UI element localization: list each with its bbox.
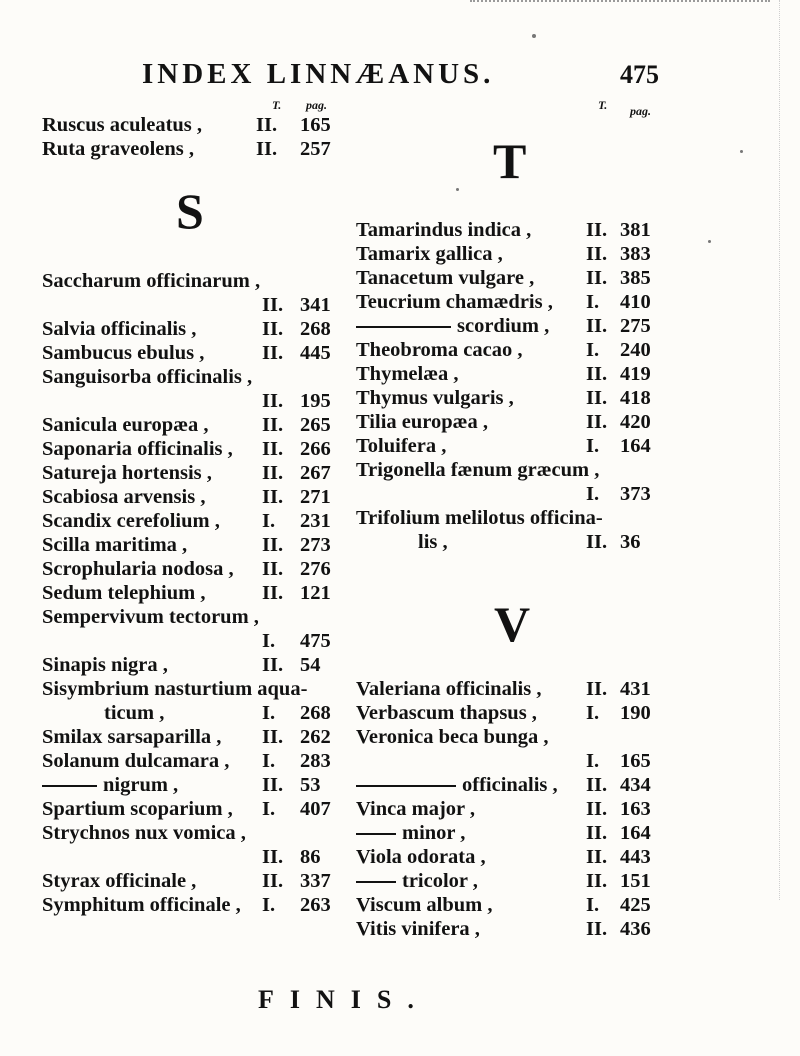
entry-volume: II. <box>262 582 284 604</box>
entry-name-text: Scabiosa arvensis , <box>42 486 206 508</box>
entry-volume: I. <box>262 510 276 532</box>
index-entry <box>356 869 666 893</box>
entry-page: 164 <box>620 822 651 844</box>
right-t-entries <box>356 218 666 554</box>
entry-page: 425 <box>620 894 651 916</box>
entry-name <box>42 137 194 161</box>
index-entry <box>42 269 342 293</box>
index-entry <box>42 605 342 629</box>
left-top-entries <box>42 113 342 161</box>
ditto-dash <box>356 785 456 787</box>
entry-volume: II. <box>262 726 284 748</box>
entry-page: 445 <box>300 342 331 364</box>
entry-page: 410 <box>620 291 651 313</box>
entry-page: 407 <box>300 798 331 820</box>
entry-name-text: Sanicula europæa , <box>42 414 209 436</box>
entry-volume: I. <box>262 894 276 916</box>
index-entry <box>42 317 342 341</box>
index-entry <box>42 137 342 161</box>
entry-page: 54 <box>300 654 321 676</box>
index-entry <box>42 797 342 821</box>
entry-name-text: Ruta graveolens , <box>42 138 195 160</box>
index-entry <box>356 506 666 530</box>
entry-page: 53 <box>300 774 321 796</box>
entry-name <box>356 893 493 917</box>
entry-page: 436 <box>620 918 651 940</box>
index-entry <box>356 893 666 917</box>
entry-name <box>356 845 486 869</box>
entry-name <box>42 557 234 581</box>
entry-name <box>42 749 229 773</box>
entry-volume: II. <box>262 534 284 556</box>
entry-volume: II. <box>586 531 608 553</box>
index-entry <box>356 338 666 362</box>
index-entry <box>42 293 342 317</box>
entry-name-text: tricolor , <box>402 870 478 892</box>
entry-page: 257 <box>300 138 331 160</box>
entry-name <box>42 365 252 389</box>
entry-volume: II. <box>262 870 284 892</box>
entry-volume: I. <box>586 483 600 505</box>
entry-name <box>356 506 603 530</box>
entry-page: 273 <box>300 534 331 556</box>
index-entry <box>42 677 342 701</box>
entry-volume: II. <box>262 486 284 508</box>
section-letter-v: V <box>494 596 531 652</box>
entry-name-text: Salvia officinalis , <box>42 318 197 340</box>
entry-name <box>42 269 260 293</box>
index-entry <box>356 725 666 749</box>
index-entry <box>356 362 666 386</box>
entry-name-text: Sisymbrium nasturtium aqua- <box>42 678 308 700</box>
entry-page: 190 <box>620 702 651 724</box>
index-entry <box>356 458 666 482</box>
index-entry <box>356 773 666 797</box>
entry-name <box>356 410 488 434</box>
entry-name-text: Viola odorata , <box>356 846 486 868</box>
entry-name-text: Sempervivum tectorum , <box>42 606 259 628</box>
entry-page: 267 <box>300 462 331 484</box>
left-page-header: pag. <box>306 98 327 112</box>
index-entry <box>356 314 666 338</box>
entry-name <box>356 773 558 797</box>
entry-name-text: ticum , <box>104 702 165 724</box>
entry-name-text: Satureja hortensis , <box>42 462 212 484</box>
entry-name <box>356 242 503 266</box>
index-entry <box>356 482 666 506</box>
entry-page: 86 <box>300 846 321 868</box>
index-entry <box>42 557 342 581</box>
entry-page: 36 <box>620 531 641 553</box>
entry-name <box>42 869 196 893</box>
entry-volume: II. <box>586 411 608 433</box>
index-entry <box>356 845 666 869</box>
entry-volume: II. <box>262 654 284 676</box>
entry-volume: I. <box>262 630 276 652</box>
index-entry <box>42 749 342 773</box>
entry-name-text: scordium , <box>457 315 550 337</box>
entry-volume: II. <box>262 390 284 412</box>
entry-volume: II. <box>262 438 284 460</box>
index-entry <box>356 749 666 773</box>
entry-name <box>356 290 553 314</box>
entry-page: 195 <box>300 390 331 412</box>
entry-name-text: nigrum , <box>103 774 179 796</box>
entry-volume: II. <box>586 846 608 868</box>
entry-name <box>42 485 205 509</box>
entry-volume: I. <box>586 435 600 457</box>
entry-name-text: Solanum dulcamara , <box>42 750 230 772</box>
entry-name-text: Sanguisorba officinalis , <box>42 366 253 388</box>
entry-name <box>104 701 164 725</box>
entry-name-text: Verbascum thapsus , <box>356 702 537 724</box>
entry-name-text: Scilla maritima , <box>42 534 188 556</box>
index-entry <box>356 218 666 242</box>
index-entry <box>356 917 666 941</box>
entry-page: 431 <box>620 678 651 700</box>
entry-name-text: Trifolium melilotus officina- <box>356 507 603 529</box>
entry-name <box>418 530 448 554</box>
entry-volume: II. <box>262 414 284 436</box>
entry-name-text: Teucrium chamædris , <box>356 291 553 313</box>
index-entry <box>42 701 342 725</box>
entry-name <box>356 917 480 941</box>
entry-volume: II. <box>262 342 284 364</box>
index-entry <box>42 773 342 797</box>
index-entry <box>356 386 666 410</box>
entry-name-text: Valeriana officinalis , <box>356 678 542 700</box>
entry-page: 276 <box>300 558 331 580</box>
section-letter-t: T <box>493 133 527 189</box>
index-entry <box>356 434 666 458</box>
ditto-dash <box>356 833 396 835</box>
index-entry <box>42 413 342 437</box>
entry-volume: II. <box>256 114 278 136</box>
entry-page: 419 <box>620 363 651 385</box>
entry-name <box>356 218 531 242</box>
entry-page: 265 <box>300 414 331 436</box>
index-entry <box>42 509 342 533</box>
ditto-dash <box>42 785 97 787</box>
index-entry <box>42 389 342 413</box>
entry-name-text: Saponaria officinalis , <box>42 438 233 460</box>
entry-page: 268 <box>300 318 331 340</box>
entry-page: 164 <box>620 435 651 457</box>
entry-volume: II. <box>262 462 284 484</box>
entry-page: 165 <box>620 750 651 772</box>
entry-page: 475 <box>300 630 331 652</box>
ditto-dash <box>356 881 396 883</box>
entry-volume: I. <box>262 702 276 724</box>
entry-name-text: Strychnos nux vomica , <box>42 822 246 844</box>
left-tome-header: T. <box>272 98 282 112</box>
entry-name-text: Styrax officinale , <box>42 870 197 892</box>
entry-volume: II. <box>586 267 608 289</box>
index-entry <box>42 821 342 845</box>
entry-volume: II. <box>262 294 284 316</box>
entry-page: 266 <box>300 438 331 460</box>
entry-volume: II. <box>586 870 608 892</box>
entry-name <box>42 413 209 437</box>
entry-volume: II. <box>586 387 608 409</box>
index-entry <box>356 530 666 554</box>
entry-page: 275 <box>620 315 651 337</box>
index-entry <box>356 701 666 725</box>
entry-page: 341 <box>300 294 331 316</box>
running-title: INDEX LINNÆANUS. <box>142 58 495 90</box>
entry-name <box>42 797 233 821</box>
entry-page: 121 <box>300 582 331 604</box>
entry-name-text: Tamarindus indica , <box>356 219 532 241</box>
entry-name <box>356 458 599 482</box>
entry-page: 418 <box>620 387 651 409</box>
index-entry <box>356 410 666 434</box>
entry-name-text: Smilax sarsaparilla , <box>42 726 222 748</box>
left-s-entries <box>42 269 342 917</box>
index-entry <box>42 629 342 653</box>
index-entry <box>42 581 342 605</box>
entry-name <box>42 725 221 749</box>
entry-volume: I. <box>262 798 276 820</box>
entry-volume: I. <box>586 702 600 724</box>
index-entry <box>42 365 342 389</box>
entry-volume: I. <box>586 291 600 313</box>
entry-page: 434 <box>620 774 651 796</box>
entry-name <box>356 362 459 386</box>
entry-volume: II. <box>586 363 608 385</box>
entry-name-text: Vitis vinifera , <box>356 918 480 940</box>
entry-page: 231 <box>300 510 331 532</box>
entry-volume: II. <box>586 774 608 796</box>
entry-name <box>42 533 187 557</box>
entry-volume: II. <box>586 219 608 241</box>
entry-name-text: Scrophularia nodosa , <box>42 558 234 580</box>
index-entry <box>42 845 342 869</box>
entry-page: 240 <box>620 339 651 361</box>
entry-volume: II. <box>586 243 608 265</box>
entry-volume: I. <box>586 339 600 361</box>
entry-name <box>356 434 446 458</box>
entry-volume: II. <box>262 558 284 580</box>
entry-name-text: Spartium scoparium , <box>42 798 233 820</box>
entry-name-text: Theobroma cacao , <box>356 339 523 361</box>
entry-name-text: Ruscus aculeatus , <box>42 114 203 136</box>
index-entry <box>356 266 666 290</box>
entry-name <box>42 437 233 461</box>
index-entry <box>42 437 342 461</box>
entry-page: 383 <box>620 243 651 265</box>
entry-name-text: Tanacetum vulgare , <box>356 267 535 289</box>
entry-name <box>42 653 168 677</box>
entry-page: 262 <box>300 726 331 748</box>
entry-page: 263 <box>300 894 331 916</box>
page-number: 475 <box>620 60 659 89</box>
entry-name-text: Veronica beca bunga , <box>356 726 549 748</box>
entry-name <box>356 314 549 338</box>
entry-name-text: lis , <box>418 531 448 553</box>
entry-volume: II. <box>586 315 608 337</box>
entry-page: 443 <box>620 846 651 868</box>
entry-name <box>42 509 220 533</box>
entry-name-text: Toluifera , <box>356 435 447 457</box>
entry-name <box>42 113 202 137</box>
entry-name-text: minor , <box>402 822 466 844</box>
index-entry <box>42 893 342 917</box>
entry-name <box>356 338 522 362</box>
entry-volume: I. <box>586 750 600 772</box>
index-entry <box>356 821 666 845</box>
right-v-entries <box>356 677 666 941</box>
entry-name <box>42 893 241 917</box>
entry-volume: II. <box>586 918 608 940</box>
ink-speck <box>740 150 743 153</box>
entry-name <box>356 266 534 290</box>
entry-name-text: Sambucus ebulus , <box>42 342 205 364</box>
entry-name <box>42 341 204 365</box>
entry-name <box>356 725 549 749</box>
entry-volume: II. <box>256 138 278 160</box>
entry-name <box>356 701 537 725</box>
entry-name-text: Sedum telephium , <box>42 582 206 604</box>
entry-volume: I. <box>586 894 600 916</box>
entry-name-text: Thymelæa , <box>356 363 459 385</box>
entry-name-text: officinalis , <box>462 774 558 796</box>
entry-name <box>42 317 196 341</box>
entry-page: 151 <box>620 870 651 892</box>
entry-name-text: Sinapis nigra , <box>42 654 168 676</box>
entry-name-text: Viscum album , <box>356 894 493 916</box>
entry-volume: II. <box>586 822 608 844</box>
entry-name-text: Saccharum officinarum , <box>42 270 261 292</box>
entry-name <box>356 677 541 701</box>
entry-page: 373 <box>620 483 651 505</box>
index-entry <box>356 242 666 266</box>
entry-name-text: Tamarix gallica , <box>356 243 503 265</box>
entry-name <box>42 581 205 605</box>
entry-name-text: Symphitum officinale , <box>42 894 241 916</box>
right-tome-header: T. <box>598 98 608 112</box>
index-entry <box>42 485 342 509</box>
index-entry <box>356 797 666 821</box>
entry-volume: II. <box>262 774 284 796</box>
entry-name-text: Vinca major , <box>356 798 475 820</box>
index-entry <box>42 725 342 749</box>
entry-name <box>356 821 465 845</box>
right-page-header: pag. <box>630 104 651 118</box>
index-entry <box>42 653 342 677</box>
index-entry <box>42 461 342 485</box>
ditto-dash <box>356 326 451 328</box>
entry-name <box>356 797 475 821</box>
entry-name <box>42 605 259 629</box>
index-entry <box>356 290 666 314</box>
entry-name-text: Tilia europæa , <box>356 411 488 433</box>
entry-name <box>356 386 514 410</box>
entry-page: 271 <box>300 486 331 508</box>
entry-page: 420 <box>620 411 651 433</box>
entry-volume: II. <box>262 318 284 340</box>
entry-name <box>42 461 212 485</box>
entry-page: 385 <box>620 267 651 289</box>
entry-volume: II. <box>262 846 284 868</box>
entry-name-text: Scandix cerefolium , <box>42 510 220 532</box>
finis: FINIS. <box>258 985 430 1014</box>
entry-page: 165 <box>300 114 331 136</box>
page-edge <box>739 0 780 900</box>
entry-volume: II. <box>586 798 608 820</box>
entry-page: 268 <box>300 702 331 724</box>
entry-name <box>42 773 178 797</box>
entry-volume: II. <box>586 678 608 700</box>
entry-name <box>42 677 307 701</box>
ink-speck <box>532 34 536 38</box>
entry-page: 337 <box>300 870 331 892</box>
entry-name <box>42 821 246 845</box>
entry-page: 163 <box>620 798 651 820</box>
ink-speck <box>708 240 711 243</box>
index-entry <box>356 677 666 701</box>
entry-page: 283 <box>300 750 331 772</box>
index-entry <box>42 341 342 365</box>
top-edge-marks <box>470 0 770 8</box>
ink-speck <box>456 188 459 191</box>
index-entry <box>42 113 342 137</box>
index-entry <box>42 533 342 557</box>
entry-page: 381 <box>620 219 651 241</box>
entry-volume: I. <box>262 750 276 772</box>
entry-name <box>356 869 478 893</box>
entry-name-text: Thymus vulgaris , <box>356 387 514 409</box>
section-letter-s: S <box>176 183 204 239</box>
entry-name-text: Trigonella fænum græcum , <box>356 459 600 481</box>
index-entry <box>42 869 342 893</box>
